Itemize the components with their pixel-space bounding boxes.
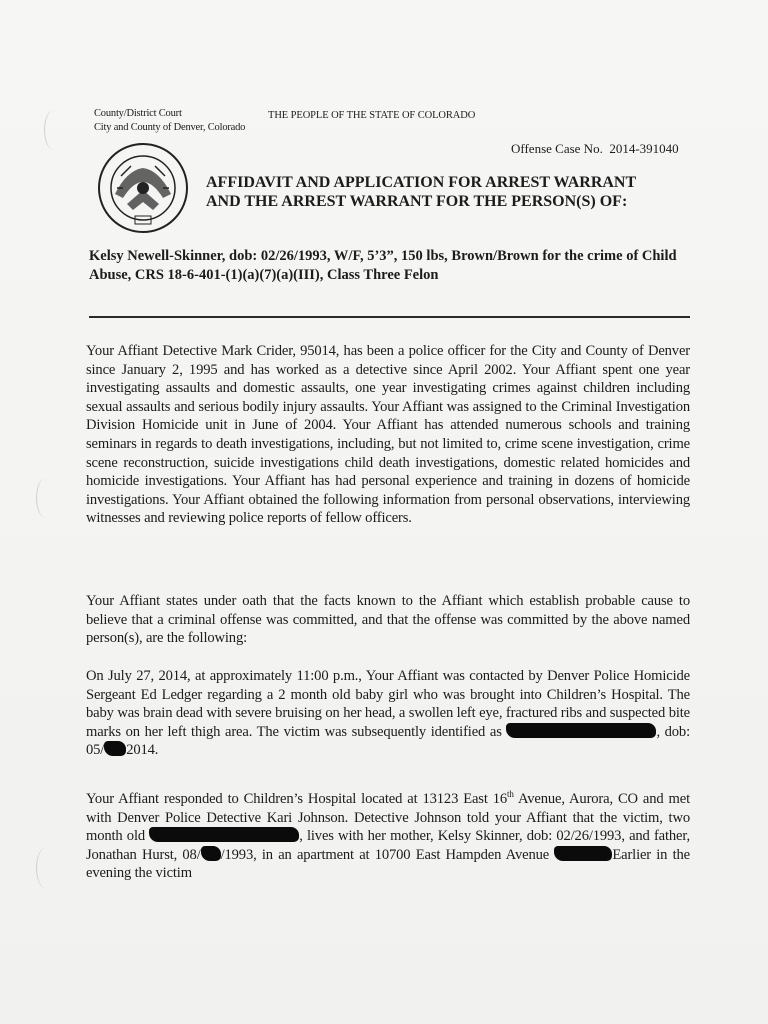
affidavit-title bbox=[206, 173, 636, 211]
redaction-bar bbox=[104, 741, 126, 756]
incident-text-1: On July 27, 2014, at approximately 11:00 p.m., Your Affiant was contacted by Denver Police Homicide Sergeant Ed Ledger regarding a 2 month old baby girl who was brought into Children’s Hospital. The baby was brain dead with severe bruising on her head, a swollen left eye, fractured ribs and suspected bite marks on her left thigh area. The victim was subsequently identified as bbox=[86, 668, 690, 740]
oath-paragraph: Your Affiant states under oath that the facts known to the Affiant which establish probable cause to believe that a criminal offense was committed, and that the offense was committed by the above named person(s), are the following: bbox=[86, 593, 690, 647]
court-name: County/District Court bbox=[94, 108, 182, 119]
ordinal-suffix: th bbox=[507, 789, 514, 800]
incident-text-3: 2014. bbox=[126, 742, 159, 759]
case-number: 2014-391040 bbox=[609, 141, 679, 156]
punch-hole-mark bbox=[36, 848, 55, 888]
horizontal-divider bbox=[89, 316, 690, 318]
subject-description: Kelsy Newell-Skinner, dob: 02/26/1993, W/F, 5’3”, 150 lbs, Brown/Brown for the crime of Child Abuse, CRS 18-6-401-(1)(a)(7)(a)(III), Class Three Felon bbox=[89, 248, 677, 283]
case-number-line bbox=[511, 141, 679, 157]
hospital-text-5: Earlier in the evening the victim bbox=[86, 846, 690, 882]
court-heading bbox=[94, 107, 245, 135]
case-label: Offense Case No. bbox=[511, 141, 603, 156]
punch-hole-mark bbox=[36, 478, 55, 518]
redaction-bar bbox=[554, 846, 612, 861]
court-location: City and County of Denver, Colorado bbox=[94, 122, 246, 133]
punch-hole-mark bbox=[44, 110, 63, 150]
redaction-bar bbox=[201, 846, 221, 861]
redaction-bar bbox=[149, 827, 299, 842]
incident-paragraph bbox=[86, 667, 690, 760]
redaction-bar bbox=[506, 723, 656, 738]
hospital-text-1: Your Affiant responded to Children’s Hospital located at 13123 East 16 bbox=[86, 791, 508, 807]
people-heading: THE PEOPLE OF THE STATE OF COLORADO bbox=[268, 110, 476, 121]
affiant-background-paragraph: Your Affiant Detective Mark Crider, 95014, has been a police officer for the City and County of Denver since January 2, 1995 and has worked as a detective since April 2002. Your Affiant spent one year investigating assaults and domestic assaults, one year investigating crimes against children including sexual assaults and serious bodily injury assaults. Your Affiant was assigned to the Criminal Investigation Division Homicide unit in June of 2004. Your Affiant has attended numerous schools and training seminars in regards to death investigations, including, but not limited to, crime scene investigation, crime scene reconstruction, suicide investigations child death investigations, domestic related homicides and homicide investigations. Your Affiant has had personal experience and training in dozens of homicide investigations. Your Affiant obtained the following information from personal observations, interviewing witnesses and reviewing police reports of fellow officers. bbox=[86, 343, 690, 527]
incident-text-2: , dob: 05/ bbox=[86, 723, 690, 759]
hospital-text-4: /1993, in an apartment at 10700 East Hampden Avenue bbox=[220, 846, 555, 863]
hospital-text-2: Avenue, Aurora, CO and met with Denver Police Detective Kari Johnson. Detective Johnson told your Affiant that the victim, two month old bbox=[86, 791, 690, 845]
title-line-1: AFFIDAVIT AND APPLICATION FOR ARREST WARRANT bbox=[206, 174, 637, 191]
hospital-text-3: , lives with her mother, Kelsy Skinner, dob: 02/26/1993, and father, Jonathan Hurst, 08/ bbox=[86, 828, 690, 863]
hospital-paragraph bbox=[86, 790, 690, 883]
title-line-2: AND THE ARREST WARRANT FOR THE PERSON(S) OF: bbox=[206, 193, 628, 210]
city-seal-icon bbox=[97, 142, 189, 234]
